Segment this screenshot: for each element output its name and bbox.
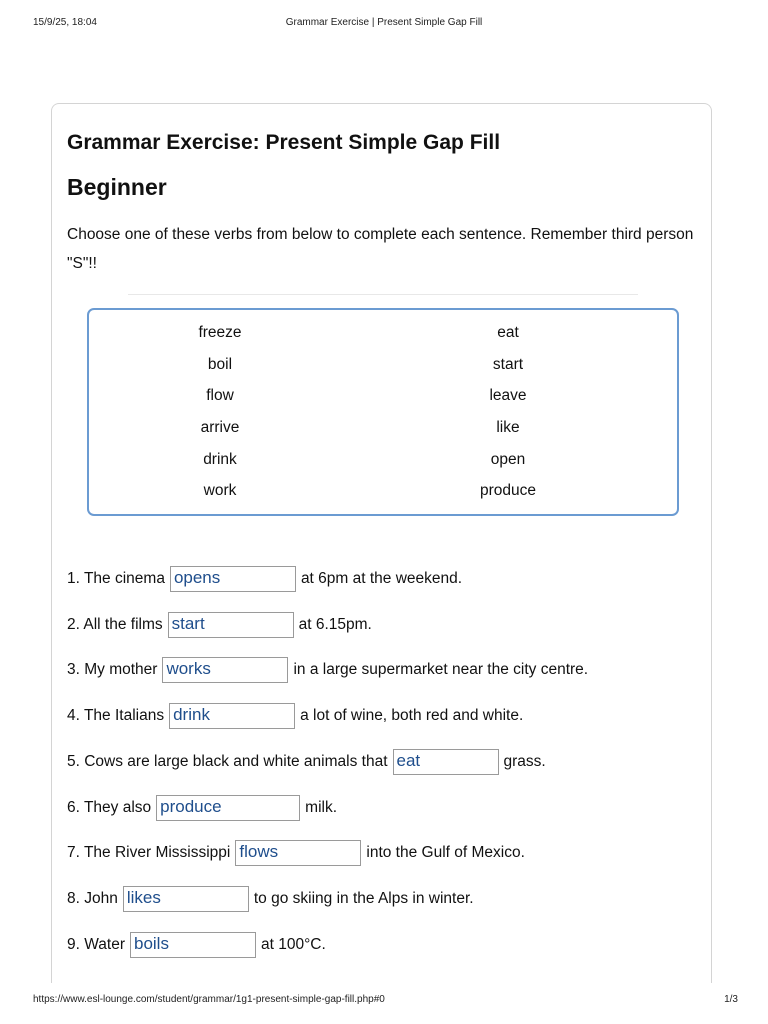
question-text-before: 1. The cinema — [67, 570, 165, 587]
question-4 — [67, 703, 523, 729]
verb-item: flow — [206, 387, 234, 404]
question-text-before: 4. The Italians — [67, 707, 165, 724]
print-footer — [33, 994, 738, 1008]
question-1 — [67, 566, 462, 592]
print-page-title: Grammar Exercise | Present Simple Gap Fill — [285, 17, 483, 28]
question-text-before: 6. They also — [67, 799, 152, 816]
print-url: https://www.esl-lounge.com/student/grammar/1g1-present-simple-gap-fill.php#0 — [33, 994, 385, 1005]
question-8 — [67, 886, 474, 912]
question-5 — [67, 749, 546, 775]
question-text-after: at 6.15pm. — [298, 616, 372, 633]
question-text-before: 7. The River Mississippi — [67, 844, 231, 861]
verb-item: open — [490, 451, 526, 468]
verb-item: drink — [203, 451, 237, 468]
verb-item: eat — [497, 324, 519, 341]
question-9 — [67, 932, 326, 958]
question-text-after: in a large supermarket near the city centre. — [293, 661, 589, 678]
answer-input-8[interactable]: likes — [123, 886, 249, 912]
answer-input-9[interactable]: boils — [130, 932, 256, 958]
question-2 — [67, 612, 372, 638]
question-text-before: 2. All the films — [67, 616, 163, 633]
question-3 — [67, 657, 588, 683]
exercise-level: Beginner — [67, 174, 167, 200]
verb-item: like — [496, 419, 520, 436]
answer-input-7[interactable]: flows — [235, 840, 361, 866]
answer-input-3[interactable]: works — [162, 657, 288, 683]
question-text-before: 3. My mother — [67, 661, 158, 678]
verb-item: start — [492, 356, 524, 373]
question-text-after: grass. — [503, 753, 546, 770]
answer-input-5[interactable]: eat — [393, 749, 499, 775]
exercise-title: Grammar Exercise: Present Simple Gap Fill — [67, 131, 501, 154]
exercise-instructions: Choose one of these verbs from below to complete each sentence. Remember third person "S"!! — [67, 226, 694, 272]
question-text-after: at 6pm at the weekend. — [300, 570, 463, 587]
question-text-before: 5. Cows are large black and white animals that — [67, 753, 388, 770]
verb-item: boil — [207, 356, 233, 373]
question-text-after: a lot of wine, both red and white. — [300, 707, 524, 724]
question-6 — [67, 795, 337, 821]
print-date: 15/9/25, 18:04 — [33, 17, 97, 28]
question-text-after: to go skiing in the Alps in winter. — [253, 890, 474, 907]
question-text-after: at 100°C. — [261, 936, 326, 953]
verb-item: freeze — [198, 324, 242, 341]
answer-input-1[interactable]: opens — [170, 566, 296, 592]
verb-item: produce — [479, 482, 536, 499]
verb-item: arrive — [200, 419, 240, 436]
answer-input-4[interactable]: drink — [169, 703, 295, 729]
answer-input-2[interactable]: start — [168, 612, 294, 638]
question-text-after: milk. — [305, 799, 338, 816]
print-page-number: 1/3 — [724, 994, 738, 1005]
answer-input-6[interactable]: produce — [156, 795, 300, 821]
question-text-before: 8. John — [67, 890, 118, 907]
question-7 — [67, 840, 525, 866]
divider — [128, 294, 638, 295]
print-header — [33, 17, 735, 31]
question-text-after: into the Gulf of Mexico. — [366, 844, 525, 861]
verb-item: leave — [489, 387, 527, 404]
question-text-before: 9. Water — [67, 936, 125, 953]
verb-item: work — [203, 482, 237, 499]
